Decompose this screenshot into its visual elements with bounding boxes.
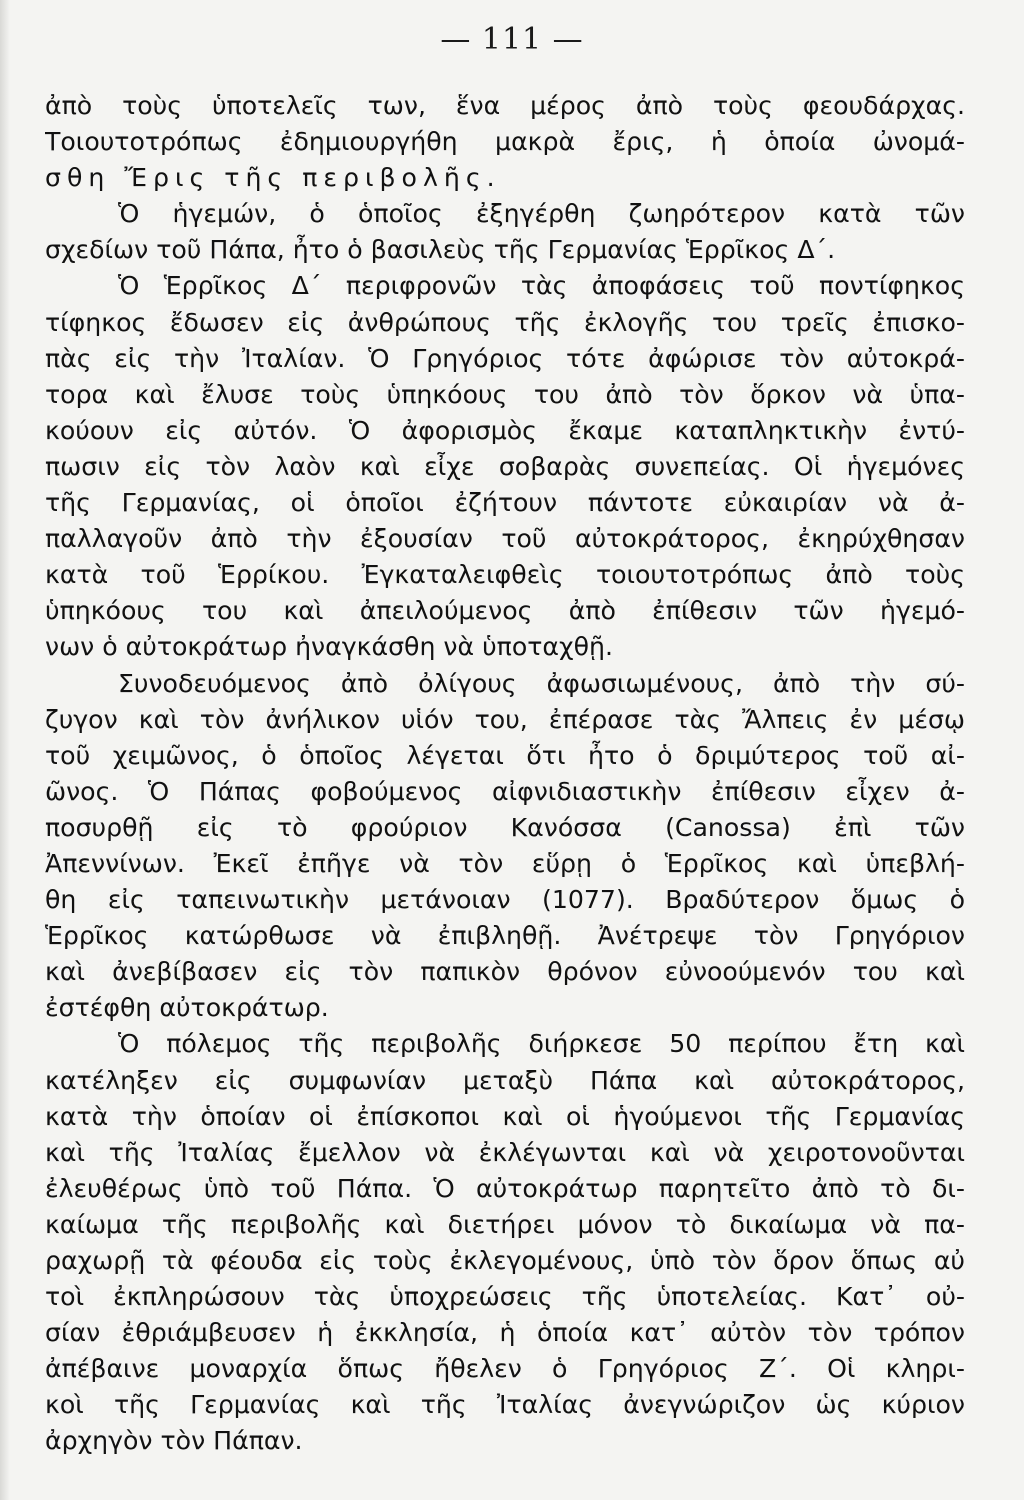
text-line: θη εἰς ταπεινωτικὴν μετάνοιαν (1077). Βραδύτερον ὅμως ὁ — [45, 885, 965, 915]
text-line: τοῦ χειμῶνος, ὁ ὁποῖος λέγεται ὅτι ἦτο ὁ δριμύτερος τοῦ αἰ- — [45, 740, 965, 770]
text-line: σίαν ἐθριάμβευσεν ἡ ἐκκλησία, ἡ ὁποία κατ᾽ αὐτὸν τὸν τρόπον — [45, 1318, 965, 1348]
text-line: ἐλευθέρως ὑπὸ τοῦ Πάπα. Ὁ αὐτοκράτωρ παρητεῖτο ἀπὸ τὸ δι- — [45, 1173, 965, 1203]
text-line: πὰς εἰς τὴν Ἰταλίαν. Ὁ Γρηγόριος τότε ἀφώρισε τὸν αὐτοκρά- — [45, 343, 965, 373]
text-line: καὶ ἀνεβίβασεν εἰς τὸν παπικὸν θρόνον εὐνοούμενόν του καὶ — [45, 957, 965, 987]
text-line: καὶ τῆς Ἰταλίας ἔμελλον νὰ ἐκλέγωνται καὶ νὰ χειροτονοῦνται — [45, 1137, 965, 1167]
text-line: Ὁ ἡγεμών, ὁ ὁποῖος ἐξηγέρθη ζωηρότερον κατὰ τῶν — [118, 199, 965, 229]
text-line: Τοιουτοτρόπως ἐδημιουργήθη μακρὰ ἔρις, ἡ ὁποία ὠνομά- — [45, 127, 965, 157]
page-edge-shadow — [0, 0, 10, 1500]
text-line: ποσυρθῇ εἰς τὸ φρούριον Κανόσσα (Canossa) ἐπὶ τῶν — [45, 812, 965, 842]
text-line: παλλαγοῦν ἀπὸ τὴν ἐξουσίαν τοῦ αὐτοκράτορος, ἐκηρύχθησαν — [45, 524, 965, 554]
text-line: κούουν εἰς αὐτόν. Ὁ ἀφορισμὸς ἔκαμε καταπληκτικὴν ἐντύ- — [45, 415, 965, 445]
page-text-body — [45, 88, 965, 1460]
page-number: — 111 — — [440, 22, 584, 57]
text-line: καίωμα τῆς περιβολῆς καὶ διετήρει μόνον τὸ δικαίωμα νὰ πα- — [45, 1209, 965, 1239]
text-line: ὑπηκόους του καὶ ἀπειλούμενος ἀπὸ ἐπίθεσιν τῶν ἡγεμό- — [45, 596, 965, 626]
text-line: κατὰ τὴν ὁποίαν οἱ ἐπίσκοποι καὶ οἱ ἡγούμενοι τῆς Γερμανίας — [45, 1101, 965, 1131]
text-line: τίφηκος ἔδωσεν εἰς ἀνθρώπους τῆς ἐκλογῆς του τρεῖς ἐπισκο- — [45, 307, 965, 337]
text-line: ἀπέβαινε μοναρχία ὅπως ἤθελεν ὁ Γρηγόριος Ζ΄. Οἱ κληρι- — [45, 1354, 965, 1384]
text-line: ζυγον καὶ τὸν ἀνήλικον υἱόν του, ἐπέρασε τὰς Ἄλπεις ἐν μέσῳ — [45, 704, 965, 734]
text-line: Ὁ πόλεμος τῆς περιβολῆς διήρκεσε 50 περίπου ἔτη καὶ — [118, 1029, 965, 1059]
text-line: σχεδίων τοῦ Πάπα, ἦτο ὁ βασιλεὺς τῆς Γερμανίας Ἑρρῖκος Δ΄. — [45, 235, 836, 265]
text-line: κατὰ τοῦ Ἑρρίκου. Ἐγκαταλειφθεὶς τοιουτοτρόπως ἀπὸ τοὺς — [45, 560, 965, 590]
text-line: πωσιν εἰς τὸν λαὸν καὶ εἶχε σοβαρὰς συνεπείας. Οἱ ἡγεμόνες — [45, 451, 965, 481]
text-line: ἐστέφθη αὐτοκράτωρ. — [45, 993, 329, 1023]
text-line: Συνοδευόμενος ἀπὸ ὀλίγους ἀφωσιωμένους, ἀπὸ τὴν σύ- — [118, 668, 965, 698]
text-line: τορα καὶ ἔλυσε τοὺς ὑπηκόους του ἀπὸ τὸν ὅρκον νὰ ὑπα- — [45, 379, 965, 409]
text-line: ἀρχηγὸν τὸν Πάπαν. — [45, 1426, 303, 1456]
text-line: Ἀπεννίνων. Ἐκεῖ ἐπῆγε νὰ τὸν εὕρῃ ὁ Ἑρρῖκος καὶ ὑπεβλή- — [45, 848, 965, 878]
text-line: κατέληξεν εἰς συμφωνίαν μεταξὺ Πάπα καὶ αὐτοκράτορος, — [45, 1065, 965, 1095]
text-line: Ἑρρῖκος κατώρθωσε νὰ ἐπιβληθῇ. Ἀνέτρεψε τὸν Γρηγόριον — [45, 921, 965, 951]
text-line: τῆς Γερμανίας, οἱ ὁποῖοι ἐζήτουν πάντοτε εὐκαιρίαν νὰ ἀ- — [45, 488, 965, 518]
text-line: ραχωρῇ τὰ φέουδα εἰς τοὺς ἐκλεγομένους, ὑπὸ τὸν ὅρον ὅπως αὐ — [45, 1246, 965, 1275]
text-line: Ὁ Ἑρρῖκος Δ΄ περιφρονῶν τὰς ἀποφάσεις τοῦ ποντίφηκος — [118, 271, 965, 301]
text-line: τοὶ ἐκπληρώσουν τὰς ὑποχρεώσεις τῆς ὑποτελείας. Κατ᾽ οὐ- — [45, 1282, 965, 1312]
text-line: ἀπὸ τοὺς ὑποτελεῖς των, ἕνα μέρος ἀπὸ τοὺς φεουδάρχας. — [45, 91, 965, 120]
text-line: κοὶ τῆς Γερμανίας καὶ τῆς Ἰταλίας ἀνεγνώριζον ὡς κύριον — [45, 1390, 965, 1420]
text-line: σθη Ἔρις τῆς περιβολῆς. — [45, 163, 501, 193]
text-line: νων ὁ αὐτοκράτωρ ἠναγκάσθη νὰ ὑποταχθῇ. — [45, 632, 613, 662]
text-line: ῶνος. Ὁ Πάπας φοβούμενος αἰφνιδιαστικὴν ἐπίθεσιν εἶχεν ἀ- — [45, 776, 965, 806]
